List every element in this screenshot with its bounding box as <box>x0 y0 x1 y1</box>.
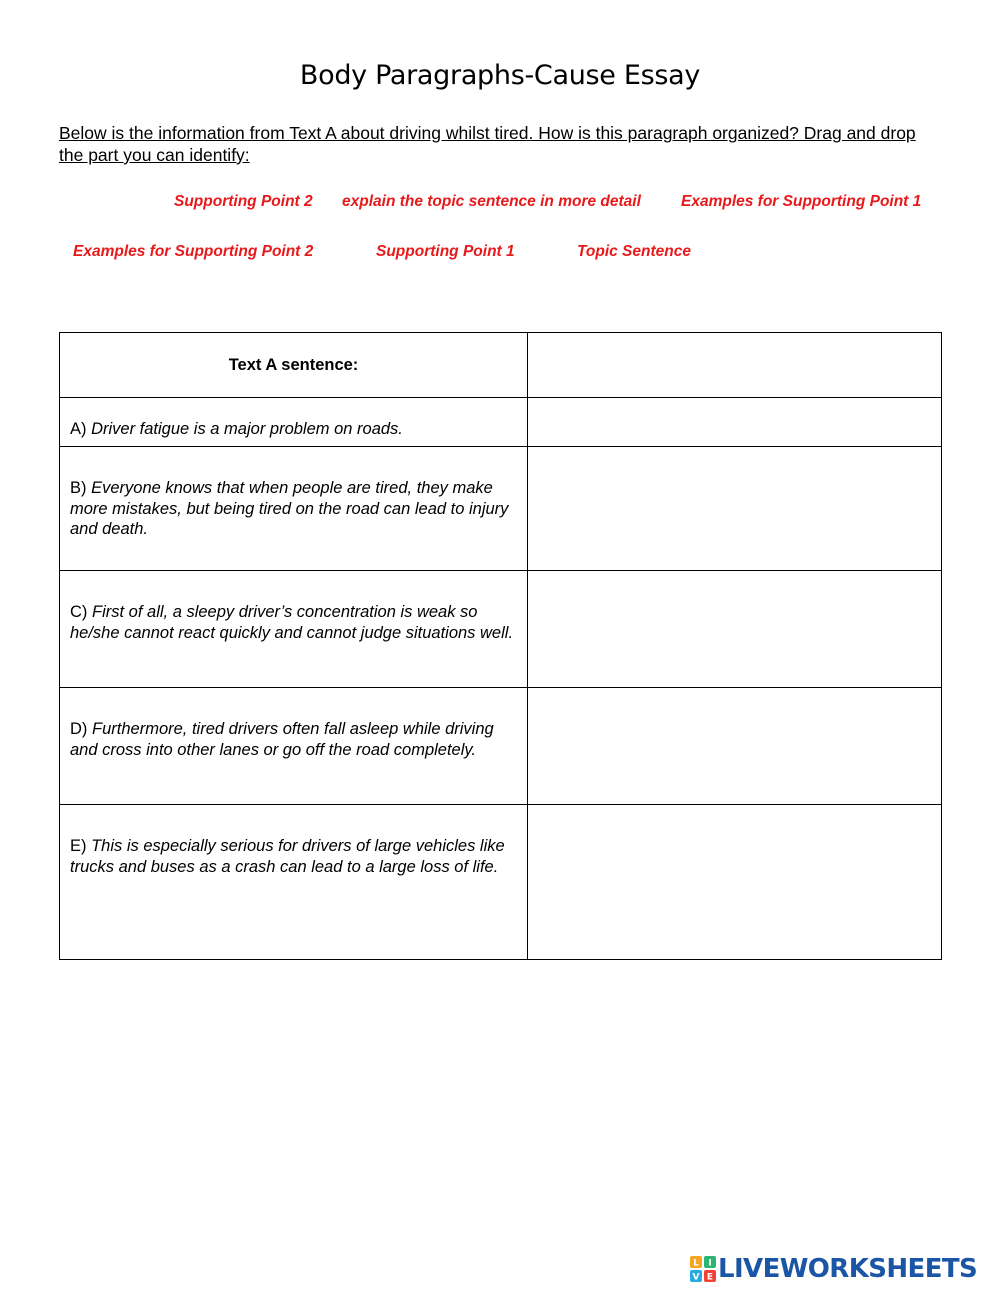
sentence-cell <box>60 571 528 688</box>
svg-text:V: V <box>692 1272 700 1282</box>
sentence-cell <box>60 398 528 447</box>
sentence-text <box>70 719 517 760</box>
drop-zone-b[interactable] <box>528 447 942 571</box>
sentence-body: This is especially serious for drivers of large vehicles like trucks and buses as a crash can lead to a large loss of life. <box>70 837 505 876</box>
drop-zone-e[interactable] <box>528 805 942 960</box>
table-row <box>60 571 942 688</box>
header-blank-cell <box>528 333 942 398</box>
svg-text:E: E <box>706 1272 714 1282</box>
liveworksheets-logo-text: LIVEWORKSHEETS <box>718 1254 978 1284</box>
sentence-letter: D) <box>70 720 88 738</box>
liveworksheets-logo-icon <box>690 1256 716 1282</box>
sentence-body: Everyone knows that when people are tired, they make more mistakes, but being tired on the road can lead to injury and death. <box>70 479 509 538</box>
sentence-letter: E) <box>70 837 87 855</box>
sentence-letter: A) <box>70 420 87 438</box>
drag-option-explain-topic-sentence[interactable]: explain the topic sentence in more detail <box>342 193 641 210</box>
page-title: Body Paragraphs-Cause Essay <box>299 60 701 91</box>
sentence-letter: B) <box>70 479 87 497</box>
table-row <box>60 688 942 805</box>
table-row <box>60 805 942 960</box>
drag-option-topic-sentence[interactable]: Topic Sentence <box>577 243 691 260</box>
sentence-text <box>70 419 517 440</box>
table-header-row <box>60 333 942 398</box>
answer-table <box>59 332 942 960</box>
drop-zone-d[interactable] <box>528 688 942 805</box>
svg-text:I: I <box>708 1258 712 1269</box>
sentence-cell <box>60 805 528 960</box>
drag-option-examples-supporting-point-2[interactable]: Examples for Supporting Point 2 <box>73 243 314 260</box>
sentence-body: Driver fatigue is a major problem on roads. <box>91 420 403 438</box>
drag-option-examples-supporting-point-1[interactable]: Examples for Supporting Point 1 <box>681 193 922 210</box>
drag-option-supporting-point-1[interactable]: Supporting Point 1 <box>376 243 515 260</box>
instructions: Below is the information from Text A about driving whilst tired. How is this paragraph organized? Drag and drop the part you can identify: <box>59 123 916 165</box>
sentence-cell <box>60 447 528 571</box>
table-row <box>60 447 942 571</box>
table-row <box>60 398 942 447</box>
liveworksheets-logo <box>690 1252 977 1286</box>
drag-option-supporting-point-2[interactable]: Supporting Point 2 <box>174 193 313 210</box>
sentence-body: Furthermore, tired drivers often fall asleep while driving and cross into other lanes or go off the road completely. <box>70 720 494 759</box>
sentence-text <box>70 478 517 540</box>
table-header: Text A sentence: <box>60 333 528 398</box>
drop-zone-a[interactable] <box>528 398 942 447</box>
sentence-text <box>70 602 517 643</box>
sentence-body: First of all, a sleepy driver’s concentration is weak so he/she cannot react quickly and cannot judge situations well. <box>70 603 514 642</box>
sentence-cell <box>60 688 528 805</box>
sentence-letter: C) <box>70 603 88 621</box>
drop-zone-c[interactable] <box>528 571 942 688</box>
svg-text:L: L <box>693 1258 699 1269</box>
sentence-text <box>70 836 517 877</box>
